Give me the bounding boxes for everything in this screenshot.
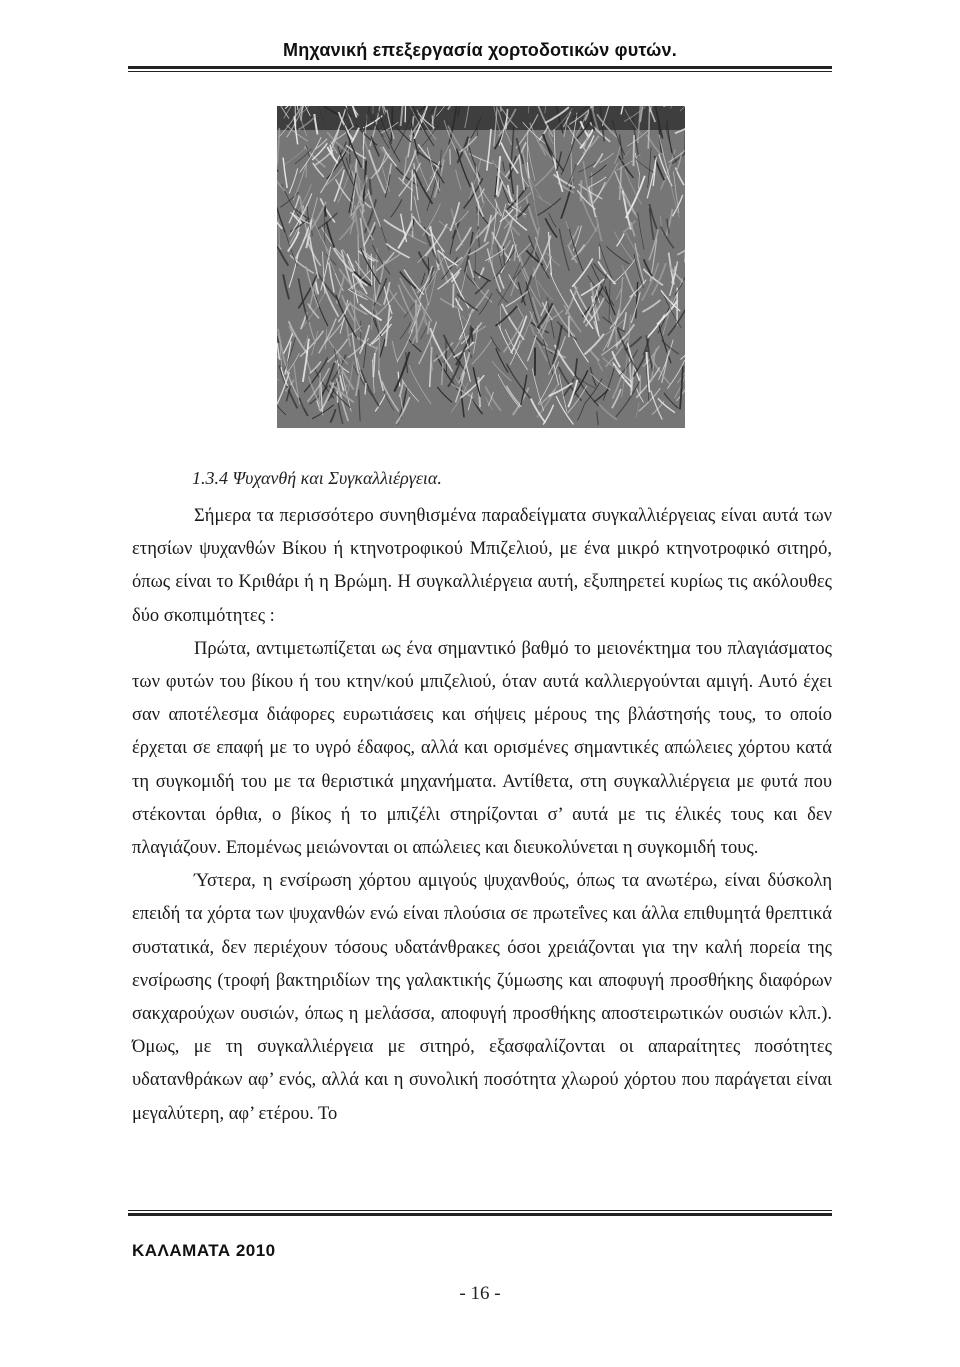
header-rule xyxy=(128,66,832,72)
paragraph-1: Σήμερα τα περισσότερο συνηθισμένα παραδείγματα συγκαλλιέργειας είναι αυτά των ετησίων ψυχανθών Βίκου ή κτηνοτροφικού Μπιζελιού, με ένα μικρό κτηνοτροφικό σιτηρό, όπως είναι το Κριθάρι ή η Βρώμη. Η συγκαλλιέργεια αυτή, εξυπηρετεί κυρίως τις ακόλουθες δύο σκοπιμότητες : xyxy=(132,506,832,626)
body-text xyxy=(132,500,832,1131)
field-photo-image xyxy=(277,106,685,428)
footer-rule xyxy=(128,1210,832,1216)
field-photo xyxy=(277,106,685,428)
section-heading: 1.3.4 Ψυχανθή και Συγκαλλιέργεια. xyxy=(192,468,442,488)
paragraph-2: Πρώτα, αντιμετωπίζεται ως ένα σημαντικό βαθμό το μειονέκτημα του πλαγιάσματος των φυτών του βίκου ή του κτην/κού μπιζελιού, όταν αυτά καλλιεργούνται αμιγή. Αυτό έχει σαν αποτέλεσμα διάφορες ευρωτιάσεις και σήψεις μέρους της βλάστησής τους, το οποίο έρχεται σε επαφή με το υγρό έδαφος, αλλά και ορισμένες σημαντικές απώλειες χόρτου κατά τη συγκομιδή του με τα θεριστικά μηχανήματα. Αντίθετα, στη συγκαλλιέργεια με φυτά που στέκονται όρθια, ο βίκος ή το μπιζέλι στηρίζονται σ’ αυτά με τις έλικές τους και δεν πλαγιάζουν. Επομένως μειώνονται οι απώλειες και διευκολύνεται η συγκομιδή τους. xyxy=(132,638,832,859)
footer-location-year: ΚΑΛΑΜΑΤΑ 2010 xyxy=(132,1241,276,1260)
paragraph-3: Ύστερα, η ενσίρωση χόρτου αμιγούς ψυχανθούς, όπως τα ανωτέρω, είναι δύσκολη επειδή τα χόρτα των ψυχανθών ενώ είναι πλούσια σε πρωτεΐνες και άλλα επιθυμητά θρεπτικά συστατικά, δεν περιέχουν τόσους υδατάνθρακες όσοι χρειάζονται για την καλή πορεία της ενσίρωσης (τροφή βακτηριδίων της γαλακτικής ζύμωσης και αποφυγή προσθήκης διαφόρων σακχαρούχων ουσιών, όπως η μελάσσα, αποφυγή προσθήκης αποστειρωτικών ουσιών κλπ.). Όμως, με τη συγκαλλιέργεια με σιτηρό, εξασφαλίζονται οι απαραίτητες ποσότητες υδατανθράκων αφ’ ενός, αλλά και η συνολική ποσότητα χλωρού χόρτου που παράγεται είναι μεγαλύτερη, αφ’ ετέρου. Το xyxy=(132,871,832,1124)
page-number: - 16 - xyxy=(459,1283,501,1304)
running-header-title: Μηχανική επεξεργασία χορτοδοτικών φυτών. xyxy=(283,40,677,60)
